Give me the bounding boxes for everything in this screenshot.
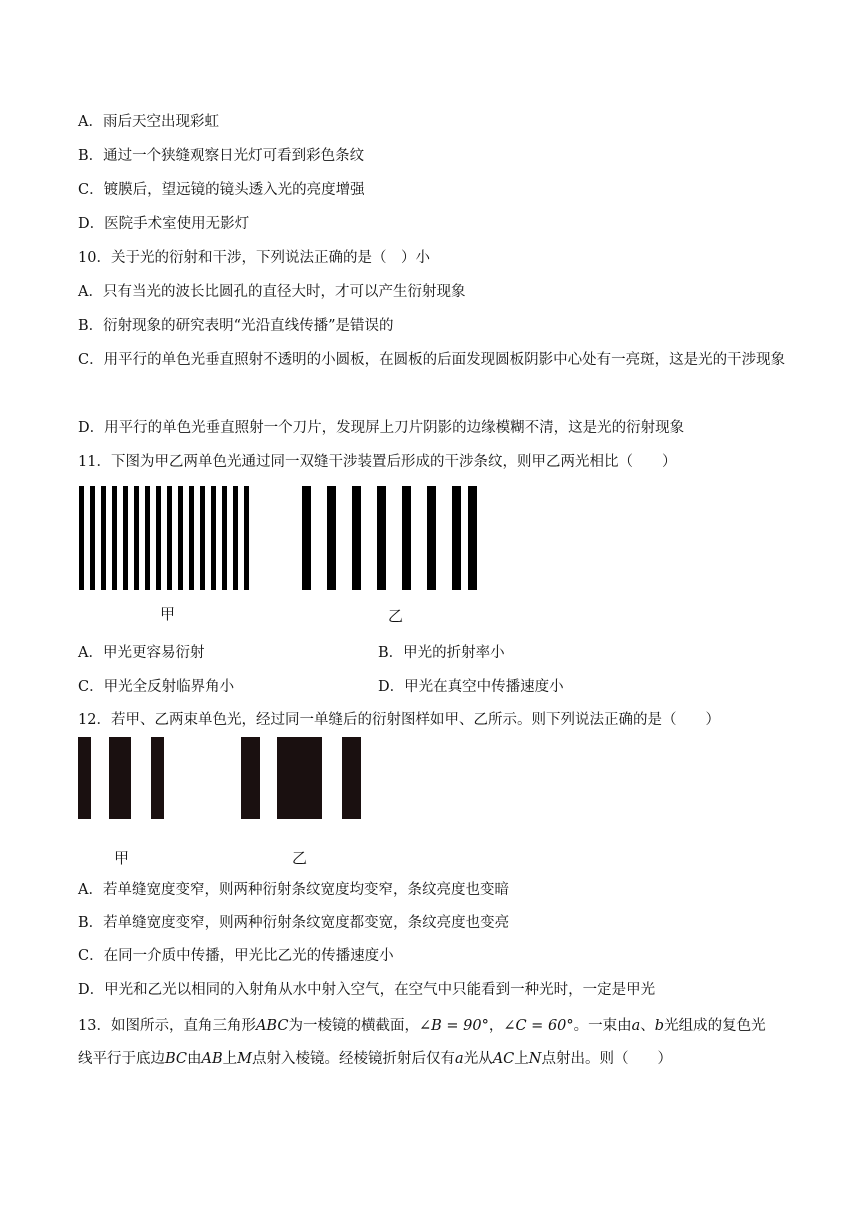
q9-option-d: D．医院手术室使用无影灯 bbox=[78, 216, 250, 232]
angle-b: ∠B = 90° bbox=[418, 1018, 489, 1034]
q9-option-a: A．雨后天空出现彩虹 bbox=[78, 114, 219, 130]
q9-option-c: C．镀膜后，望远镜的镜头透入光的亮度增强 bbox=[78, 182, 365, 198]
q11-option-c: C．甲光全反射临界角小 bbox=[78, 679, 235, 695]
q11-stem: 11．下图为甲乙两单色光通过同一双缝干涉装置后形成的干涉条纹，则甲乙两光相比（ ） bbox=[78, 454, 677, 470]
q10-option-d: D．用平行的单色光垂直照射一个刀片，发现屏上刀片阴影的边缘模糊不清，这是光的衍射现象 bbox=[78, 420, 685, 436]
q12-stem: 12．若甲、乙两束单色光，经过同一单缝后的衍射图样如甲、乙所示。则下列说法正确的是（ ） bbox=[78, 712, 720, 728]
q11-fringe-yi bbox=[301, 486, 479, 590]
q12-label-yi: 乙 bbox=[292, 849, 308, 867]
q13-stem-line1: 13．如图所示，直角三角形ABC为一棱镜的横截面，∠B = 90°，∠C = 60°。一束由a、b光组成的复色光 bbox=[78, 1018, 766, 1034]
q10-option-c: C．用平行的单色光垂直照射不透明的小圆板，在圆板的后面发现圆板阴影中心处有一亮斑，这是光的干涉现象 bbox=[78, 352, 786, 368]
q11-option-b: B．甲光的折射率小 bbox=[378, 645, 505, 661]
q11-option-d: D．甲光在真空中传播速度小 bbox=[378, 679, 564, 695]
q12-diffraction-yi bbox=[241, 737, 363, 819]
q12-option-a: A．若单缝宽度变窄，则两种衍射条纹宽度均变窄，条纹亮度也变暗 bbox=[78, 882, 509, 898]
q12-option-b: B．若单缝宽度变窄，则两种衍射条纹宽度都变宽，条纹亮度也变亮 bbox=[78, 915, 510, 931]
q12-label-jia: 甲 bbox=[114, 849, 130, 867]
q13-stem-line2: 线平行于底边BC由AB上M点射入棱镜。经棱镜折射后仅有a光从AC上N点射出。则（ ） bbox=[78, 1051, 672, 1067]
q12-option-c: C．在同一介质中传播，甲光比乙光的传播速度小 bbox=[78, 948, 394, 964]
q9-option-b: B．通过一个狭缝观察日光灯可看到彩色条纹 bbox=[78, 148, 365, 164]
q12-diffraction-jia bbox=[78, 737, 168, 819]
q12-option-d: D．甲光和乙光以相同的入射角从水中射入空气，在空气中只能看到一种光时，一定是甲光 bbox=[78, 982, 656, 998]
q10-option-a: A．只有当光的波长比圆孔的直径大时，才可以产生衍射现象 bbox=[78, 284, 466, 300]
q11-fringe-jia bbox=[78, 486, 253, 590]
q11-label-yi: 乙 bbox=[388, 607, 404, 625]
q10-option-b: B．衍射现象的研究表明“光沿直线传播”是错误的 bbox=[78, 318, 394, 334]
q11-option-a: A．甲光更容易衍射 bbox=[78, 645, 205, 661]
q11-label-jia: 甲 bbox=[160, 605, 176, 623]
q10-stem: 10．关于光的衍射和干涉，下列说法正确的是（ ）小 bbox=[78, 250, 430, 266]
angle-c: ∠C = 60° bbox=[503, 1018, 574, 1034]
